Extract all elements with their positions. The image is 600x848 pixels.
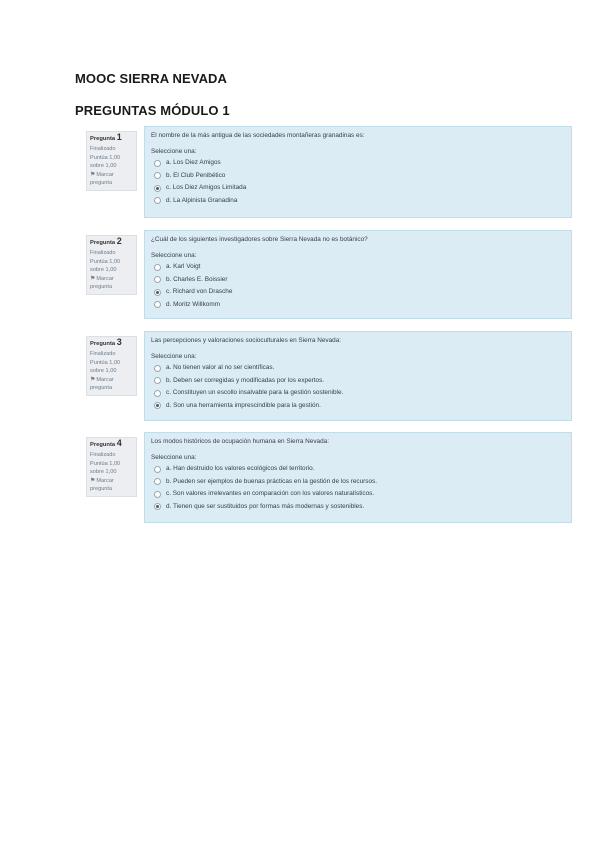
document-title: MOOC SIERRA NEVADA bbox=[75, 71, 228, 86]
option-label: d. Moritz Willkomm bbox=[166, 300, 220, 308]
answer-prompt: Seleccione una: bbox=[151, 252, 197, 259]
radio-button[interactable] bbox=[154, 365, 161, 372]
radio-button[interactable] bbox=[154, 390, 161, 397]
answer-option[interactable] bbox=[151, 476, 565, 489]
flag-icon: ⚑ bbox=[90, 172, 96, 179]
radio-button[interactable] bbox=[154, 466, 161, 473]
question-number: 3 bbox=[116, 337, 122, 347]
answer-option[interactable] bbox=[151, 299, 565, 312]
question-text: Los modos históricos de ocupación humana en Sierra Nevada: bbox=[151, 438, 329, 445]
answer-option[interactable] bbox=[151, 195, 565, 208]
question-content bbox=[144, 126, 572, 218]
option-label: c. Son valores irrelevantes en comparación con los valores naturalísticos. bbox=[166, 490, 375, 498]
question-text: ¿Cuál de los siguientes investigadores sobre Sierra Nevada no es botánico? bbox=[151, 236, 368, 243]
question-content bbox=[144, 331, 572, 421]
option-label: b. El Club Penibético bbox=[166, 171, 226, 179]
option-label: b. Charles E. Boissier bbox=[166, 275, 228, 283]
answer-option[interactable] bbox=[151, 488, 565, 501]
option-label: b. Deben ser corregidas y modificadas por los expertos. bbox=[166, 376, 325, 384]
radio-button[interactable] bbox=[154, 264, 161, 271]
answer-option[interactable] bbox=[151, 157, 565, 170]
radio-button[interactable] bbox=[154, 301, 161, 308]
answer-option[interactable] bbox=[151, 274, 565, 287]
question-state: Finalizado bbox=[90, 350, 116, 357]
answer-option[interactable] bbox=[151, 375, 565, 388]
flag-icon: ⚑ bbox=[90, 377, 96, 384]
answer-prompt: Seleccione una: bbox=[151, 148, 197, 155]
flag-question-link[interactable] bbox=[90, 377, 133, 392]
answer-option-selected[interactable] bbox=[151, 501, 565, 514]
question-content bbox=[144, 432, 572, 523]
option-label: c. Constituyen un escollo insalvable para la gestión sostenible. bbox=[166, 389, 344, 397]
question-state: Finalizado bbox=[90, 145, 116, 152]
answer-option[interactable] bbox=[151, 170, 565, 183]
question-label: Pregunta bbox=[90, 442, 116, 448]
question-label: Pregunta bbox=[90, 341, 116, 347]
answer-option[interactable] bbox=[151, 387, 565, 400]
question-label: Pregunta bbox=[90, 240, 116, 246]
option-label: a. Karl Voigt bbox=[166, 263, 201, 271]
flag-icon: ⚑ bbox=[90, 478, 96, 485]
question-score: Puntúa 1,00 sobre 1,00 bbox=[90, 155, 121, 169]
radio-button[interactable] bbox=[154, 172, 161, 179]
radio-button[interactable] bbox=[154, 160, 161, 167]
question-number: 2 bbox=[116, 236, 122, 246]
flag-question-link[interactable] bbox=[90, 172, 133, 187]
radio-button[interactable] bbox=[154, 377, 161, 384]
flag-icon: ⚑ bbox=[90, 276, 96, 283]
option-label: d. Son una herramienta imprescindible para la gestión. bbox=[166, 401, 321, 409]
question-number: 4 bbox=[116, 438, 122, 448]
option-label: a. Han destruido los valores ecológicos del territorio. bbox=[166, 465, 315, 473]
answer-option-selected[interactable] bbox=[151, 400, 565, 413]
radio-button-selected[interactable] bbox=[154, 402, 161, 409]
question-state: Finalizado bbox=[90, 451, 116, 458]
question-info bbox=[86, 235, 137, 295]
option-label: b. Pueden ser ejemplos de buenas prácticas en la gestión de los recursos. bbox=[166, 477, 378, 485]
radio-button[interactable] bbox=[154, 197, 161, 204]
question-score: Puntúa 1,00 sobre 1,00 bbox=[90, 461, 121, 475]
question-info bbox=[86, 336, 137, 396]
answer-option-selected[interactable] bbox=[151, 286, 565, 299]
question-score: Puntúa 1,00 sobre 1,00 bbox=[90, 259, 121, 273]
radio-button-selected[interactable] bbox=[154, 185, 161, 192]
question-text: Las percepciones y valoraciones socioculturales en Sierra Nevada: bbox=[151, 337, 342, 344]
answer-option[interactable] bbox=[151, 362, 565, 375]
flag-question-link[interactable] bbox=[90, 276, 133, 291]
answer-prompt: Seleccione una: bbox=[151, 454, 197, 461]
flag-question-label: Marcar pregunta bbox=[90, 276, 114, 290]
flag-question-link[interactable] bbox=[90, 478, 133, 493]
section-title: PREGUNTAS MÓDULO 1 bbox=[75, 103, 230, 118]
answer-option[interactable] bbox=[151, 261, 565, 274]
question-number: 1 bbox=[116, 132, 122, 142]
radio-button-selected[interactable] bbox=[154, 289, 161, 296]
radio-button-selected[interactable] bbox=[154, 503, 161, 510]
question-text: El nombre de la más antigua de las sociedades montañeras granadinas es: bbox=[151, 132, 365, 139]
option-label: c. Richard von Drasche bbox=[166, 288, 233, 296]
answer-option[interactable] bbox=[151, 463, 565, 476]
question-info bbox=[86, 437, 137, 497]
question-score: Puntúa 1,00 sobre 1,00 bbox=[90, 360, 121, 374]
answer-prompt: Seleccione una: bbox=[151, 353, 197, 360]
question-content bbox=[144, 230, 572, 319]
option-label: d. Tienen que ser sustituidos por formas más modernas y sostenibles. bbox=[166, 502, 365, 510]
option-label: a. No tienen valor al no ser científicas. bbox=[166, 364, 275, 372]
option-label: a. Los Diez Amigos bbox=[166, 159, 221, 167]
option-label: c. Los Diez Amigos Limitada bbox=[166, 184, 247, 192]
radio-button[interactable] bbox=[154, 478, 161, 485]
question-info bbox=[86, 131, 137, 191]
question-state: Finalizado bbox=[90, 249, 116, 256]
question-label: Pregunta bbox=[90, 136, 116, 142]
radio-button[interactable] bbox=[154, 491, 161, 498]
answer-option-selected[interactable] bbox=[151, 182, 565, 195]
flag-question-label: Marcar pregunta bbox=[90, 478, 114, 492]
radio-button[interactable] bbox=[154, 276, 161, 283]
flag-question-label: Marcar pregunta bbox=[90, 172, 114, 186]
option-label: d. La Alpinista Granadina bbox=[166, 196, 238, 204]
flag-question-label: Marcar pregunta bbox=[90, 377, 114, 391]
